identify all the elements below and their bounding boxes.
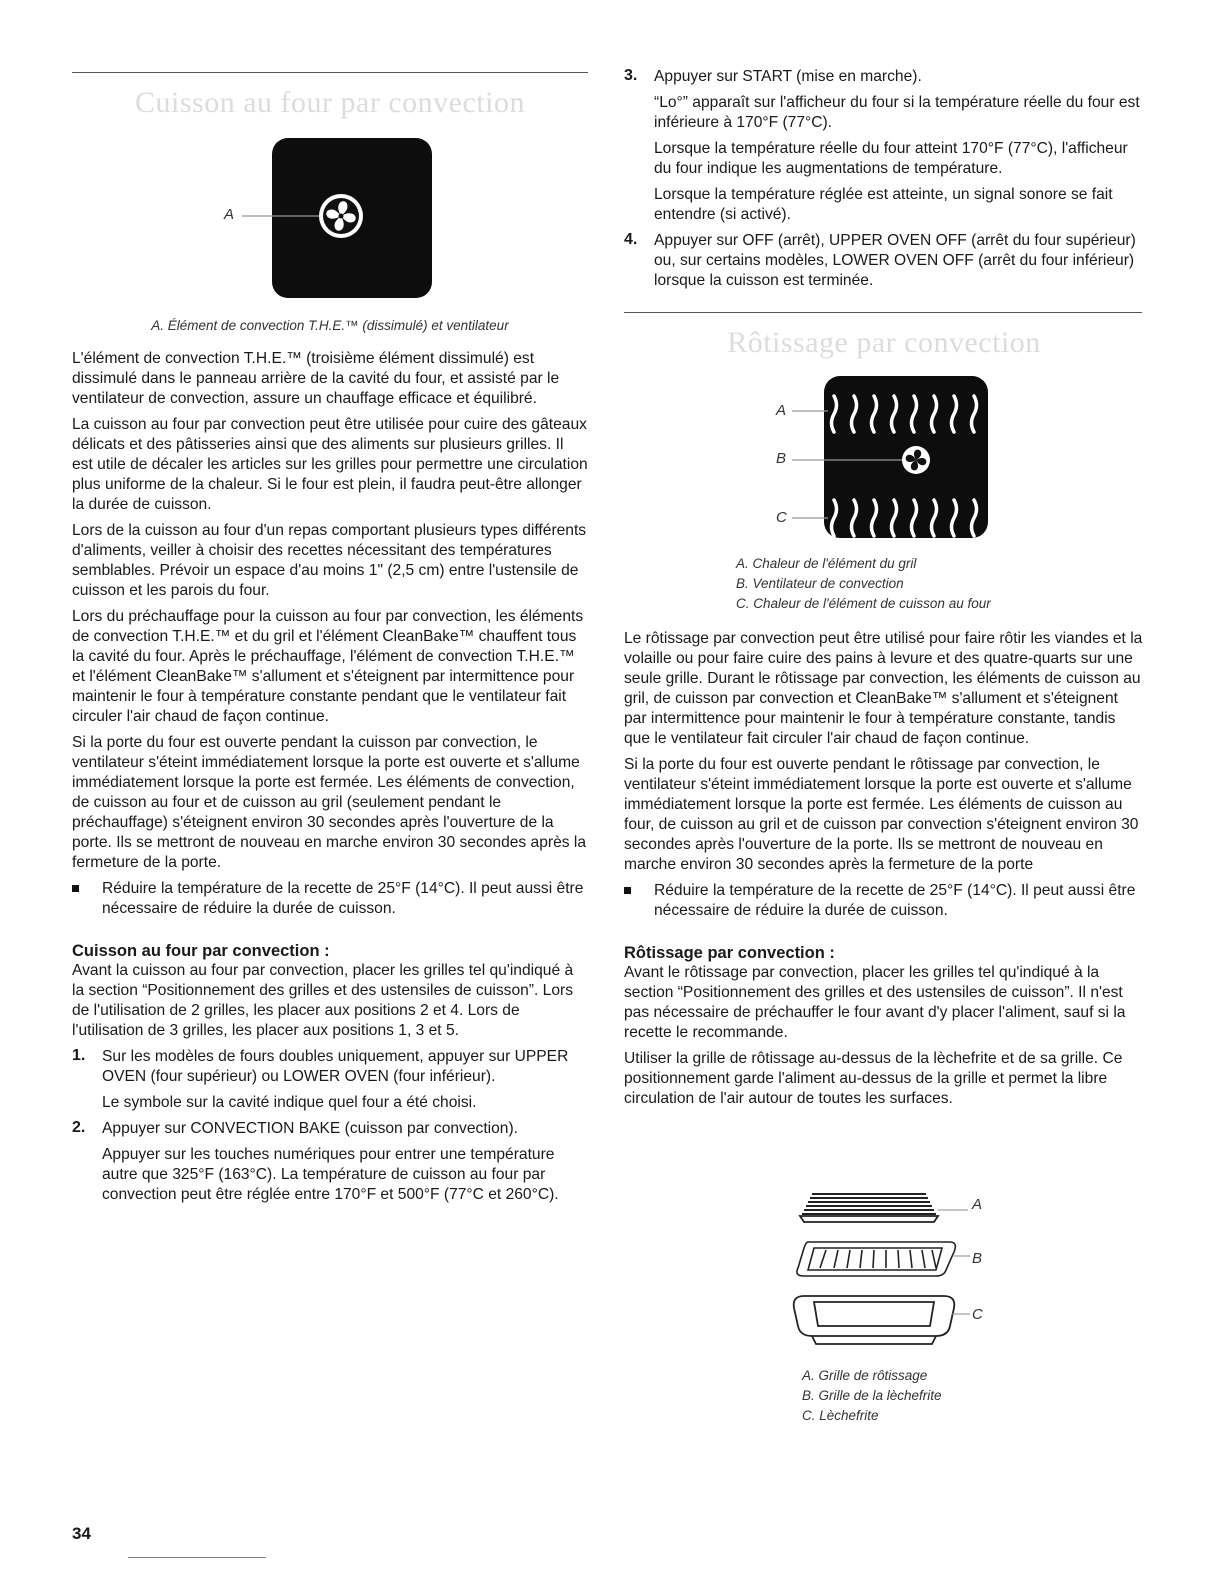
convection-roast-figure [754,372,1054,542]
step-4 [624,231,1144,291]
step-text: Appuyer sur CONVECTION BAKE (cuisson par convection). [102,1120,518,1137]
step-3 [624,67,1144,225]
figure3-caption-c: C. Lèchefrite [802,1408,879,1423]
figure3-label-a: A [972,1196,983,1213]
subheading-convection-bake: Cuisson au four par convection : [72,942,330,960]
bullet-item [624,881,1144,921]
figure2-captions [736,554,1136,614]
bullet-text: Réduire la température de la recette de 25°F (14°C). Il peut aussi être nécessaire de réduire la durée de cuisson. [654,882,1136,919]
subheading-convection-roast: Rôtissage par convection : [624,944,835,962]
right-section-rule [624,312,1142,313]
footer-rule [128,1557,266,1558]
step-1 [72,1047,588,1113]
fan-icon [319,194,363,238]
step-extra: “Lo°” apparaît sur l'afficheur du four si la température réelle du four est inférieure à 170°F (77°C). [654,94,1140,131]
step-extra: Lorsque la température réglée est atteinte, un signal sonore se fait entendre (si activé). [654,186,1113,223]
paragraph: Lors de la cuisson au four d'un repas comportant plusieurs types différents d'aliments, veiller à choisir des recettes nécessitant des températures semblables. Prévoir un espace d'au moins 1" (2,5 cm) entre l'ustensile de cuisson et les parois du four. [72,522,587,599]
step-number: 4. [624,231,638,248]
figure2-caption-c: C. Chaleur de l'élément de cuisson au four [736,596,991,611]
figure2-caption-b: B. Ventilateur de convection [736,576,904,591]
bullet-text: Réduire la température de la recette de 25°F (14°C). Il peut aussi être nécessaire de réduire la durée de cuisson. [102,880,584,917]
figure3-caption-a: A. Grille de rôtissage [802,1368,928,1383]
oven-elements-illustration [754,372,1054,542]
figure2-label-c: C [776,509,787,526]
figure2-label-b: B [776,450,787,467]
section-title-convection-roast: Rôtissage par convection [727,326,1041,359]
step-extra: Le symbole sur la cavité indique quel four a été choisi. [102,1094,477,1111]
paragraph: Si la porte du four est ouverte pendant le rôtissage par convection, le ventilateur s'éteint immédiatement lorsque la porte est ouverte et s'allume immédiatement lorsque la porte est fermée. Les éléments de cuisson au four, de cuisson au gril et de cuisson par convection s'éteignent environ 30 secondes après l'ouverture de la porte. Ils se mettront de nouveau en marche environ 30 secondes après la fermeture de la porte [624,756,1139,873]
sub-paragraph: Utiliser la grille de rôtissage au-dessus de la lèchefrite et de sa grille. Ce positionnement garde l'aliment au-dessus de la grille et permet la libre circulation de l'air autour de toutes les surfaces. [624,1050,1123,1107]
step-extra: Lorsque la température réelle du four atteint 170°F (77°C), l'afficheur du four indique les augmentations de température. [654,140,1128,177]
roasting-rack-icon [800,1194,968,1222]
fan-icon [902,446,930,474]
figure1-caption: A. Élément de convection T.H.E.™ (dissimulé) et ventilateur [151,318,509,333]
figure3-caption-b: B. Grille de la lèchefrite [802,1388,942,1403]
step-text: Appuyer sur OFF (arrêt), UPPER OVEN OFF (arrêt du four supérieur) ou, sur certains modèles, LOWER OVEN OFF (arrêt du four inférieur) lorsque la cuisson est terminée. [654,232,1136,289]
figure3-label-c: C [972,1306,983,1323]
paragraph: L'élément de convection T.H.E.™ (troisième élément dissimulé) est dissimulé dans le panneau arrière de la cavité du four, et assisté par le ventilateur de convection, assure un chauffage efficace et équilibré. [72,350,560,407]
left-top-rule [72,72,588,73]
step-extra: Appuyer sur les touches numériques pour entrer une température autre que 325°F (163°C). La température de cuisson au four par convection peut être réglée entre 170°F et 500°F (77°C et 260°C). [102,1146,559,1203]
right-steps [624,67,1144,297]
paragraph: La cuisson au four par convection peut être utilisée pour cuire des gâteaux délicats et des pâtisseries ainsi que des aliments sur plusieurs grilles. Il est utile de décaler les articles sur les grilles pour permettre une circulation plus uniforme de la chaleur. Si le four est plein, il faudra peut-être allonger la durée de cuisson. [72,416,588,513]
rack-pan-illustration [764,1186,1004,1356]
section-title-convection-bake: Cuisson au four par convection [135,86,525,119]
figure3-label-b: B [972,1250,983,1267]
oven-fan-illustration [202,134,502,304]
paragraph: Lors du préchauffage pour la cuisson au four par convection, les éléments de convection T.H.E.™ et du gril et l'élément CleanBake™ chauffent tous la cavité du four. Après le préchauffage, l'élément de convection T.H.E.™ et l'élément CleanBake™ s'allument et s'éteignent par intermittence pour maintenir le four à température constante pendant que le ventilateur fait circuler l'air chaud de façon continue. [72,608,584,725]
step-text: Appuyer sur START (mise en marche). [654,68,922,85]
step-number: 1. [72,1047,86,1064]
figure2-label-a: A [776,402,787,419]
paragraph: Le rôtissage par convection peut être utilisé pour faire rôtir les viandes et la volaille ou pour faire cuire des pains à levure et des quatre-quarts sur une seule grille. Durant le rôtissage par convection, les éléments de cuisson au gril, de cuisson par convection et CleanBake™ s'allument et s'éteignent par intermittence pour maintenir le four à température constante, tandis que le ventilateur fait circuler l'air chaud de façon continue. [624,630,1143,747]
sub-intro: Avant la cuisson au four par convection, placer les grilles tel qu'indiqué à la section “Positionnement des grilles et des ustensiles de cuisson”. Lors de l'utilisation de 2 grilles, les placer aux positions 2 et 4. Lors de l'utilisation de 3 grilles, les placer aux positions 1, 3 et 5. [72,962,574,1039]
left-body [72,349,588,1211]
broiler-grid-icon [797,1242,970,1276]
paragraph: Si la porte du four est ouverte pendant la cuisson par convection, le ventilateur s'éteint immédiatement lorsque la porte est ouverte et s'allume immédiatement lorsque la porte est fermée. Les éléments de convection, de cuisson au four et de cuisson au gril (seulement pendant le préchauffage) s'éteignent environ 30 secondes après l'ouverture de la porte. Ils se mettront de nouveau en marche environ 30 secondes après la fermeture de la porte. [72,734,587,871]
figure3-captions [802,1366,1122,1426]
bullet-square [72,885,79,892]
step-text: Sur les modèles de fours doubles uniquement, appuyer sur UPPER OVEN (four supérieur) ou LOWER OVEN (four inférieur). [102,1048,569,1085]
figure1-label-a: A [224,206,235,223]
step-number: 2. [72,1119,86,1136]
roasting-rack-figure [764,1186,1004,1356]
bullet-item [72,879,588,919]
right-body [624,629,1144,1115]
step-number: 3. [624,67,638,84]
page-number: 34 [72,1524,91,1543]
step-2 [72,1119,588,1205]
convection-element-figure [202,134,502,304]
bullet-square [624,887,631,894]
broiler-pan-icon [794,1296,970,1344]
figure2-caption-a: A. Chaleur de l'élément du gril [736,556,917,571]
sub-paragraph: Avant le rôtissage par convection, placer les grilles tel qu'indiqué à la section “Positionnement des grilles et des ustensiles de cuisson”. Il n'est pas nécessaire de préchauffer le four avant d'y placer l'aliment, sauf si la recette le recommande. [624,964,1126,1041]
